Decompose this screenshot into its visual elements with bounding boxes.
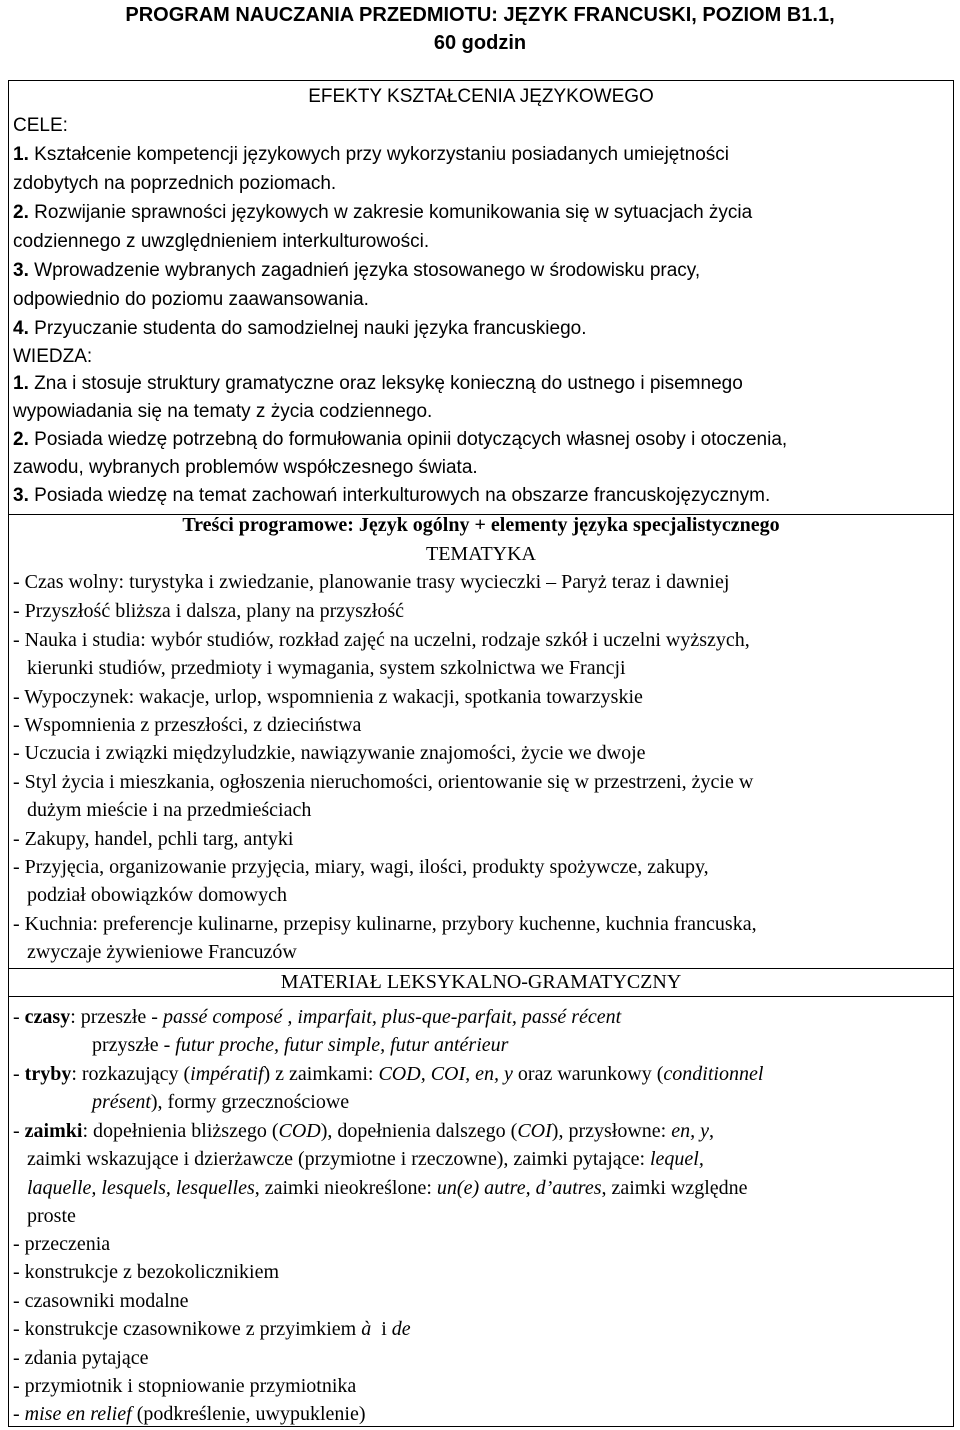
- cele-item-1-line-1: 1. Kształcenie kompetencji językowych przy wykorzystaniu posiadanych umiejętności: [13, 144, 730, 165]
- czasy-line-1: - czasy: przeszłe - passé composé , imparfait, plus-que-parfait, passé récent: [13, 1006, 622, 1028]
- tryby-line-1: - tryby: rozkazujący (impératif) z zaimkami: COD, COI, en, y oraz warunkowy (conditionnel: [13, 1063, 764, 1085]
- cele-item-4-line-1: 4. Przyuczanie studenta do samodzielnej nauki języka francuskiego.: [13, 318, 587, 339]
- wiedza-item-2-line-1: 2. Posiada wiedzę potrzebną do formułowania opinii dotyczących własnej osoby i otoczenia,: [13, 429, 788, 450]
- topic-line: - Wypoczynek: wakacje, urlop, wspomnienia z wakacji, spotkania towarzyskie: [13, 686, 643, 708]
- cele-item-2-line-2: codziennego z uwzględnieniem interkulturowości.: [13, 231, 430, 252]
- material-item: - zdania pytające: [13, 1347, 149, 1369]
- title-line-2: 60 godzin: [433, 32, 527, 54]
- tematyka-heading: TEMATYKA: [426, 543, 536, 565]
- konstrukcje-line: - konstrukcje czasownikowe z przyimkiem à i de: [13, 1318, 411, 1340]
- topic-line: - Zakupy, handel, pchli targ, antyki: [13, 828, 294, 850]
- cele-label: CELE:: [13, 115, 68, 136]
- topic-line: - Styl życia i mieszkania, ogłoszenia nieruchomości, orientowanie się w przestrzeni, życie w: [13, 771, 754, 793]
- topic-line: - Uczucia i związki międzyludzkie, nawiązywanie znajomości, życie we dwoje: [13, 742, 646, 764]
- material-item: - konstrukcje z bezokolicznikiem: [13, 1261, 280, 1283]
- zaimki-line-4: proste: [27, 1205, 76, 1227]
- cele-item-1-line-2: zdobytych na poprzednich poziomach.: [13, 173, 337, 194]
- zaimki-line-1: - zaimki: dopełnienia bliższego (COD), dopełnienia dalszego (COI), przysłowne: en, y,: [13, 1120, 714, 1142]
- mise-line: - mise en relief (podkreślenie, uwypuklenie): [13, 1403, 366, 1425]
- topic-line: - Kuchnia: preferencje kulinarne, przepisy kulinarne, przybory kuchenne, kuchnia francuska,: [13, 913, 757, 935]
- wiedza-label: WIEDZA:: [13, 346, 93, 367]
- zaimki-line-2: zaimki wskazujące i dzierżawcze (przymiotne i rzeczowne), zaimki pytające: lequel,: [27, 1148, 704, 1170]
- cele-item-3-line-1: 3. Wprowadzenie wybranych zagadnień języka stosowanego w środowisku pracy,: [13, 260, 701, 281]
- tresci-heading: Treści programowe: Język ogólny + elementy języka specjalistycznego: [182, 514, 780, 536]
- table-divider-3: [8, 996, 954, 997]
- cele-item-2-line-1: 2. Rozwijanie sprawności językowych w zakresie komunikowania się w sytuacjach życia: [13, 202, 753, 223]
- wiedza-item-1-line-1: 1. Zna i stosuje struktury gramatyczne oraz leksykę konieczną do ustnego i pisemnego: [13, 373, 743, 394]
- topic-line: zwyczaje żywieniowe Francuzów: [27, 941, 297, 963]
- wiedza-item-1-line-2: wypowiadania się na tematy z życia codziennego.: [13, 401, 433, 422]
- topic-line: - Wspomnienia z przeszłości, z dzieciństwa: [13, 714, 362, 736]
- wiedza-item-3-line-1: 3. Posiada wiedzę na temat zachowań interkulturowych na obszarze francuskojęzycznym.: [13, 485, 771, 506]
- material-heading: MATERIAŁ LEKSYKALNO-GRAMATYCZNY: [280, 971, 682, 993]
- topic-line: - Przyjęcia, organizowanie przyjęcia, miary, wagi, ilości, produkty spożywcze, zakupy,: [13, 856, 709, 878]
- title-line-1: PROGRAM NAUCZANIA PRZEDMIOTU: JĘZYK FRANCUSKI, POZIOM B1.1,: [125, 4, 835, 26]
- czasy-line-2: przyszłe - futur proche, futur simple, futur antérieur: [92, 1034, 509, 1056]
- topic-line: podział obowiązków domowych: [27, 884, 287, 906]
- material-item: - przeczenia: [13, 1233, 111, 1255]
- material-item: - czasowniki modalne: [13, 1290, 189, 1312]
- topic-line: dużym mieście i na przedmieściach: [27, 799, 312, 821]
- tryby-line-2: présent), formy grzecznościowe: [92, 1091, 350, 1113]
- efekty-heading: EFEKTY KSZTAŁCENIA JĘZYKOWEGO: [308, 86, 654, 107]
- zaimki-line-3: laquelle, lesquels, lesquelles, zaimki nieokreślone: un(e) autre, d’autres, zaimki względne: [27, 1177, 748, 1199]
- wiedza-item-2-line-2: zawodu, wybranych problemów współczesnego świata.: [13, 457, 478, 478]
- topic-line: - Przyszłość bliższa i dalsza, plany na przyszłość: [13, 600, 404, 622]
- topic-line: kierunki studiów, przedmioty i wymagania, system szkolnictwa we Francji: [27, 657, 626, 679]
- topic-line: - Nauka i studia: wybór studiów, rozkład zajęć na uczelni, rodzaje szkół i uczelni wyższych,: [13, 629, 750, 651]
- topic-line: - Czas wolny: turystyka i zwiedzanie, planowanie trasy wycieczki – Paryż teraz i dawniej: [13, 571, 730, 593]
- cele-item-3-line-2: odpowiednio do poziomu zaawansowania.: [13, 289, 369, 310]
- material-item: - przymiotnik i stopniowanie przymiotnika: [13, 1375, 357, 1397]
